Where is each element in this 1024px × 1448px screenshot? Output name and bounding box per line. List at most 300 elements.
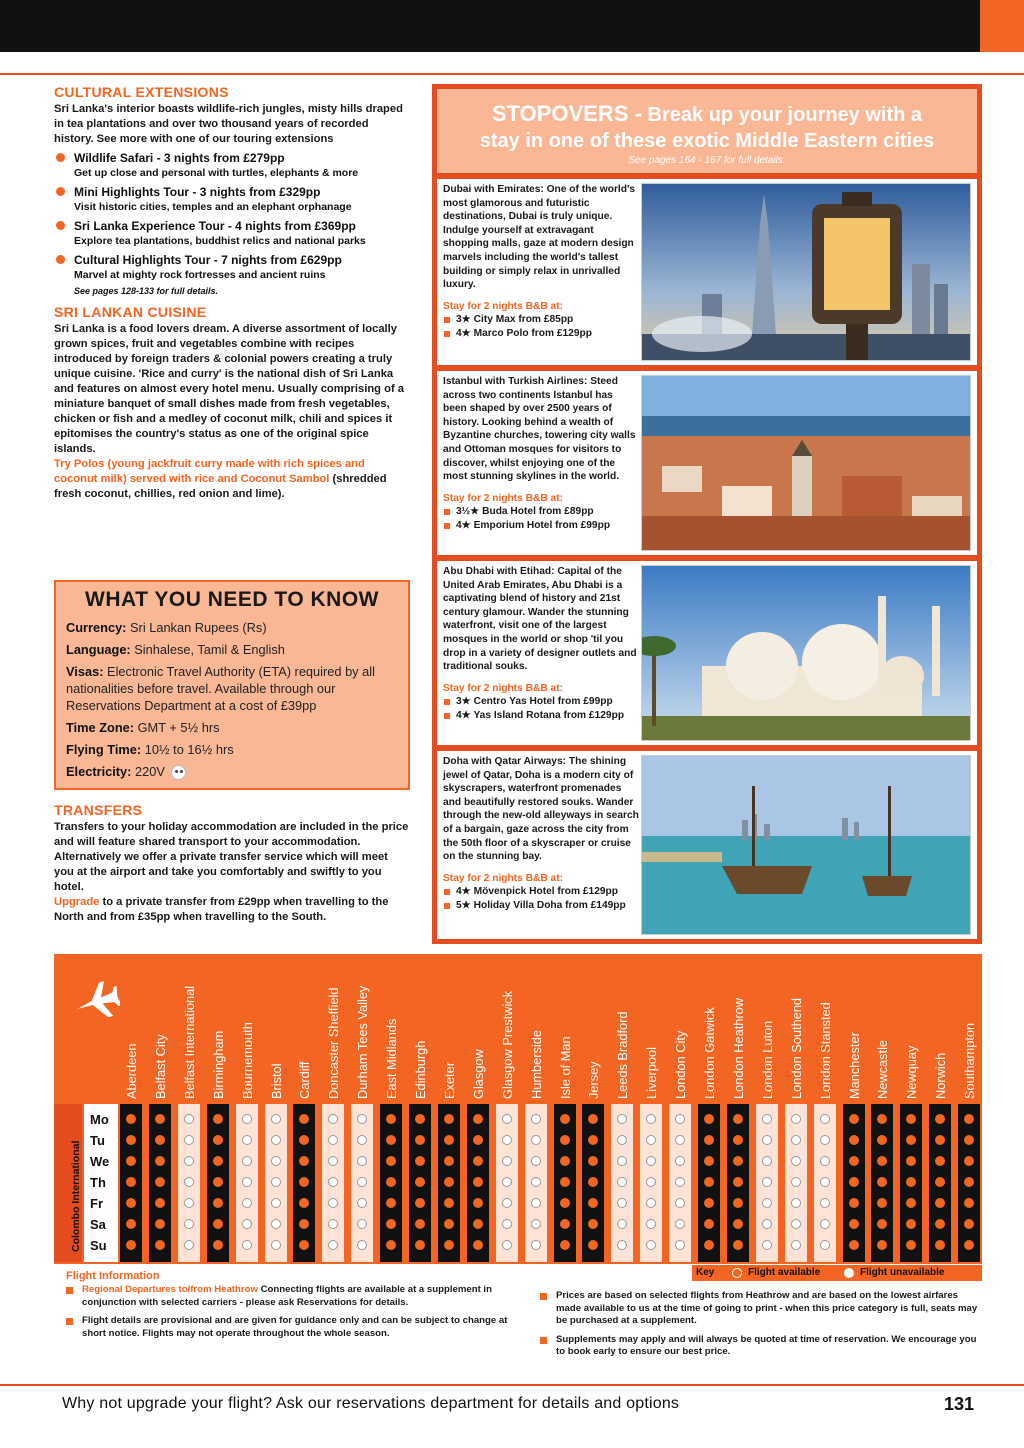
electricity-row	[66, 763, 398, 780]
cuisine-heading: SRI LANKAN CUISINE	[54, 304, 207, 320]
stay-label: Stay for 2 nights B&B at:	[443, 682, 563, 694]
flight-available-dot	[849, 1156, 859, 1166]
stopover-card-istanbul	[436, 370, 978, 556]
hotel-item: 3★ City Max from £85pp	[443, 313, 639, 327]
city-column	[871, 1104, 893, 1262]
flight-available-dot	[386, 1198, 396, 1208]
key-label: Key	[696, 1267, 715, 1278]
stopover-text	[443, 755, 639, 913]
flying-value: 10½ to 16½ hrs	[144, 742, 234, 757]
flight-available-dot	[126, 1198, 136, 1208]
flight-available-dot	[560, 1177, 570, 1187]
flight-available-dot	[444, 1198, 454, 1208]
flight-available-dot	[299, 1198, 309, 1208]
flight-unavailable-dot	[646, 1198, 656, 1208]
flight-available-dot	[444, 1135, 454, 1145]
visas-row	[66, 663, 398, 714]
flight-unavailable-dot	[184, 1135, 194, 1145]
stopovers-title-a: STOPOVERS -	[491, 101, 642, 126]
flight-unavailable-dot	[762, 1135, 772, 1145]
flight-unavailable-dot	[184, 1156, 194, 1166]
stopover-desc: Steed across two continents Istanbul has been shaped by over 2500 years of history. Looking behind a wealth of Byzantine churches, towering city walls and Ottoman mosques for visitors to discover, whilst enjoying one of the most stunning skylines in the world.	[443, 376, 636, 483]
flight-available-dot	[560, 1198, 570, 1208]
flight-unavailable-dot	[328, 1177, 338, 1187]
flight-unavailable-dot	[617, 1156, 627, 1166]
flight-unavailable-dot	[328, 1135, 338, 1145]
city-label: Norwich	[933, 1052, 949, 1099]
flight-unavailable-dot	[617, 1177, 627, 1187]
flight-available-dot	[213, 1177, 223, 1187]
flight-available-dot	[299, 1240, 309, 1250]
day-label: Sa	[90, 1217, 106, 1232]
flight-available-dot	[935, 1135, 945, 1145]
city-column	[958, 1104, 980, 1262]
stopover-card-dubai	[436, 178, 978, 366]
flight-unavailable-dot	[357, 1177, 367, 1187]
flight-available-dot	[704, 1240, 714, 1250]
transfers-heading: TRANSFERS	[54, 802, 143, 818]
flight-unavailable-dot	[242, 1135, 252, 1145]
flight-unavailable-dot	[531, 1135, 541, 1145]
flight-unavailable-dot	[357, 1114, 367, 1124]
currency-value: Sri Lankan Rupees (Rs)	[130, 620, 267, 635]
stopover-text	[443, 565, 639, 723]
city-column	[120, 1104, 142, 1262]
flight-unavailable-dot	[502, 1177, 512, 1187]
flight-unavailable-dot	[271, 1177, 281, 1187]
footer-text: Why not upgrade your flight? Ask our reservations department for details and options	[62, 1395, 680, 1412]
top-divider	[0, 73, 1024, 75]
flight-unavailable-dot	[531, 1219, 541, 1229]
flight-available-dot	[126, 1219, 136, 1229]
wyntk-heading: WHAT YOU NEED TO KNOW	[85, 588, 379, 611]
visas-label: Visas:	[66, 664, 104, 679]
flight-available-dot	[126, 1240, 136, 1250]
flight-available-dot	[473, 1177, 483, 1187]
flight-available-dot	[213, 1240, 223, 1250]
city-column	[756, 1104, 778, 1262]
hotel-item: 4★ Emporium Hotel from £99pp	[443, 519, 639, 533]
city-label: Manchester	[846, 1032, 862, 1099]
stopover-card-doha	[436, 750, 978, 940]
flight-unavailable-dot	[675, 1135, 685, 1145]
day-label: Fr	[90, 1196, 103, 1211]
flight-available-dot	[704, 1156, 714, 1166]
flight-available-dot	[877, 1240, 887, 1250]
flight-available-dot	[155, 1198, 165, 1208]
cultural-extensions-intro: Sri Lanka's interior boasts wildlife-rich jungles, misty hills draped in tea plantations and over two thousand years of recorded history. See more with one of our touring extensions	[54, 103, 403, 145]
city-column	[322, 1104, 344, 1262]
city-column	[467, 1104, 489, 1262]
city-label: Leeds Bradford	[615, 1011, 631, 1099]
city-column	[582, 1104, 604, 1262]
flight-unavailable-dot	[271, 1156, 281, 1166]
extension-desc: Marvel at mighty rock fortresses and ancient ruins	[74, 269, 326, 281]
city-label: East Midlands	[384, 1018, 400, 1099]
flight-available-dot	[964, 1219, 974, 1229]
city-column	[900, 1104, 922, 1262]
city-label: Humberside	[528, 1030, 544, 1099]
flight-unavailable-dot	[675, 1156, 685, 1166]
day-label: Mo	[90, 1112, 109, 1127]
flight-unavailable-dot	[617, 1240, 627, 1250]
flight-unavailable-dot	[502, 1219, 512, 1229]
stopover-desc: The shining jewel of Qatar, Doha is a modern city of skyscrapers, waterfront promenades and beautifully restored souks. Wander through the new-old alleyways in search of a bargain, gaze across the city from the 50th floor of a skyscraper or cruise on the stunning bay.	[443, 756, 639, 863]
key-available: Flight available	[748, 1267, 821, 1278]
plug-socket-icon	[171, 765, 186, 780]
mosque-image	[642, 566, 971, 741]
stopover-name: Doha with Qatar Airways:	[443, 756, 567, 767]
flight-unavailable-dot	[762, 1177, 772, 1187]
city-column	[727, 1104, 749, 1262]
flight-available-dot	[560, 1135, 570, 1145]
flight-unavailable-dot	[531, 1156, 541, 1166]
flight-available-dot	[155, 1219, 165, 1229]
day-label: Th	[90, 1175, 106, 1190]
flight-unavailable-dot	[617, 1114, 627, 1124]
flight-unavailable-dot	[357, 1240, 367, 1250]
city-column	[843, 1104, 865, 1262]
city-column	[785, 1104, 807, 1262]
flight-available-dot	[560, 1219, 570, 1229]
page-number: 131	[944, 1394, 975, 1414]
flight-available-dot	[415, 1114, 425, 1124]
city-column	[351, 1104, 373, 1262]
flight-available-dot	[415, 1240, 425, 1250]
flight-unavailable-dot	[271, 1219, 281, 1229]
flight-unavailable-dot	[791, 1219, 801, 1229]
stopovers-title-b: Break up your journey with a	[647, 104, 923, 126]
flight-available-dot	[906, 1156, 916, 1166]
cuisine-highlight: Try Polos (young jackfruit curry made with rich spices and coconut milk) served with rice and Coconut Sambol	[54, 458, 365, 485]
upgrade-label: Upgrade	[54, 896, 100, 908]
transfers-text: Transfers to your holiday accommodation are included in the price and will feature shared transport to your accommodation. Alternatively we offer a private transfer service which will meet you at the airport and take you comfortably and swiftly to you hotel.	[54, 821, 409, 893]
flight-available-dot	[935, 1240, 945, 1250]
city-label: Jersey	[586, 1061, 602, 1099]
flying-label: Flying Time:	[66, 742, 142, 757]
electricity-label: Electricity:	[66, 764, 132, 779]
flight-available-dot	[733, 1240, 743, 1250]
flight-unavailable-dot	[242, 1219, 252, 1229]
dubai-skyline-image	[642, 184, 971, 361]
flight-available-dot	[213, 1114, 223, 1124]
day-label: Su	[90, 1238, 107, 1253]
city-column	[496, 1104, 518, 1262]
flight-available-dot	[588, 1156, 598, 1166]
currency-row	[66, 619, 398, 636]
stay-label: Stay for 2 nights B&B at:	[443, 872, 563, 884]
flight-available-dot	[704, 1177, 714, 1187]
what-you-need-to-know-box	[54, 580, 410, 790]
flight-available-dot	[849, 1177, 859, 1187]
flight-unavailable-dot	[646, 1135, 656, 1145]
flight-available-dot	[213, 1156, 223, 1166]
info-lead: Regional Departures to/from Heathrow	[82, 1284, 258, 1295]
flight-available-dot	[386, 1114, 396, 1124]
flight-unavailable-dot	[791, 1156, 801, 1166]
flight-available-dot	[126, 1177, 136, 1187]
unavailable-dot-icon	[844, 1268, 854, 1278]
flight-unavailable-dot	[184, 1198, 194, 1208]
flight-available-dot	[877, 1198, 887, 1208]
flight-available-dot	[906, 1114, 916, 1124]
city-column	[236, 1104, 258, 1262]
upgrade-text: to a private transfer from £29pp when travelling to the North and from £35pp when travelling to the South.	[54, 896, 389, 923]
city-label: Belfast International	[181, 985, 197, 1099]
flight-available-dot	[877, 1114, 887, 1124]
cuisine-after: (shredded fresh coconut, chillies, red onion and lime).	[54, 473, 387, 500]
flight-available-dot	[299, 1219, 309, 1229]
flight-unavailable-dot	[675, 1114, 685, 1124]
cuisine-tip	[54, 457, 410, 502]
city-label: Belfast City	[152, 1034, 168, 1099]
flight-available-dot	[964, 1198, 974, 1208]
flight-available-dot	[733, 1219, 743, 1229]
flight-available-dot	[733, 1177, 743, 1187]
extension-desc: Explore tea plantations, buddhist relics and national parks	[74, 235, 366, 247]
flight-unavailable-dot	[184, 1219, 194, 1229]
cuisine-text: Sri Lanka is a food lovers dream. A diverse assortment of locally grown spices, fruit and vegetables combine with recipes introduced by foreign traders & colonial powers creating a truly unique cuisine. 'Rice and curry' is the national dish of Sri Lanka and features on almost every hotel menu. Usually comprising of a miniature banquet of small dishes made from fresh vegetables, chicken or fish and a medley of coconut milk, chili and spices it epitomises the country's status as one of the original spice islands.	[54, 323, 405, 455]
flight-unavailable-dot	[184, 1114, 194, 1124]
flight-unavailable-dot	[675, 1240, 685, 1250]
flight-unavailable-dot	[675, 1198, 685, 1208]
flights-table	[54, 954, 982, 1264]
stopover-desc: One of the world's most glamorous and futuristic destinations, Dubai is truly unique. Indulge yourself at extravagant shopping malls, gaze at modern design marvels including the world's tallest building or simply relax in unrivalled luxury.	[443, 184, 636, 291]
flight-available-dot	[906, 1219, 916, 1229]
city-label: Bristol	[268, 1063, 284, 1099]
city-label: London Gatwick	[702, 1007, 717, 1099]
timezone-row	[66, 719, 398, 736]
key-bar	[692, 1265, 982, 1281]
flight-available-dot	[415, 1135, 425, 1145]
city-column	[293, 1104, 315, 1262]
flight-available-dot	[126, 1114, 136, 1124]
flight-available-dot	[299, 1135, 309, 1145]
flight-unavailable-dot	[328, 1240, 338, 1250]
day-label: Tu	[90, 1133, 105, 1148]
flight-unavailable-dot	[791, 1240, 801, 1250]
hotel-item: 5★ Holiday Villa Doha from £149pp	[443, 899, 639, 913]
electricity-value: 220V	[135, 764, 165, 779]
flight-available-dot	[473, 1198, 483, 1208]
flight-unavailable-dot	[357, 1219, 367, 1229]
flight-info-item: Prices are based on selected flights from Heathrow and are based on the lowest airfares made available to us at the time of going to print - when this price category is full, seats may be purchased at a supplement.	[540, 1290, 980, 1328]
flight-unavailable-dot	[646, 1156, 656, 1166]
flight-available-dot	[935, 1219, 945, 1229]
language-label: Language:	[66, 642, 131, 657]
flight-available-dot	[126, 1156, 136, 1166]
flight-unavailable-dot	[242, 1114, 252, 1124]
istanbul-photo	[641, 375, 971, 551]
flight-unavailable-dot	[646, 1177, 656, 1187]
cultural-extensions-heading: CULTURAL EXTENSIONS	[54, 84, 229, 100]
stopover-name: Istanbul with Turkish Airlines:	[443, 376, 588, 387]
flight-available-dot	[473, 1135, 483, 1145]
flight-unavailable-dot	[184, 1177, 194, 1187]
extensions-note: See pages 128-133 for full details.	[74, 286, 219, 296]
flight-unavailable-dot	[271, 1135, 281, 1145]
city-label: Newcastle	[875, 1039, 891, 1099]
side-label-box	[54, 1104, 82, 1262]
top-bar-tab	[980, 0, 1024, 52]
stopover-text	[443, 375, 639, 533]
flight-available-dot	[906, 1177, 916, 1187]
language-row	[66, 641, 398, 658]
flight-unavailable-dot	[531, 1177, 541, 1187]
flight-available-dot	[386, 1156, 396, 1166]
bullet-icon	[56, 255, 65, 264]
city-column	[207, 1104, 229, 1262]
flight-available-dot	[704, 1114, 714, 1124]
flight-available-dot	[906, 1198, 916, 1208]
transfers-upgrade	[54, 895, 410, 925]
extension-list	[54, 150, 410, 282]
abu-dhabi-photo	[641, 565, 971, 741]
flight-unavailable-dot	[791, 1177, 801, 1187]
stopovers-header	[436, 88, 978, 174]
key-unavailable: Flight unavailable	[860, 1267, 945, 1278]
flight-available-dot	[415, 1219, 425, 1229]
timezone-label: Time Zone:	[66, 720, 135, 735]
flight-available-dot	[733, 1156, 743, 1166]
flight-available-dot	[877, 1177, 887, 1187]
city-label: Cardiff	[297, 1061, 313, 1099]
city-column	[525, 1104, 547, 1262]
flight-available-dot	[155, 1135, 165, 1145]
flight-unavailable-dot	[762, 1156, 772, 1166]
city-column	[669, 1104, 691, 1262]
visas-value: Electronic Travel Authority (ETA) required by all nationalities before travel. Available through our Reservations Department at a cost of £39pp	[66, 664, 375, 713]
flight-available-dot	[473, 1156, 483, 1166]
doha-bay-image	[642, 756, 971, 935]
transfers-section	[54, 802, 410, 925]
timezone-value: GMT + 5½ hrs	[137, 720, 220, 735]
city-label: Glasgow Prestwick	[499, 990, 515, 1099]
flight-available-dot	[588, 1114, 598, 1124]
flight-available-dot	[473, 1240, 483, 1250]
flight-available-dot	[704, 1135, 714, 1145]
flight-available-dot	[473, 1219, 483, 1229]
stopovers-panel	[432, 84, 982, 944]
city-label: London Southend	[788, 997, 804, 1099]
flight-info-heading: Flight Information	[66, 1270, 160, 1282]
flight-info	[66, 1270, 516, 1346]
flight-unavailable-dot	[328, 1198, 338, 1208]
flight-unavailable-dot	[328, 1114, 338, 1124]
city-column	[149, 1104, 171, 1262]
stopover-name: Abu Dhabi with Etihad:	[443, 566, 555, 577]
stay-label: Stay for 2 nights B&B at:	[443, 492, 563, 504]
stopover-card-abu-dhabi	[436, 560, 978, 746]
flight-unavailable-dot	[357, 1135, 367, 1145]
flight-unavailable-dot	[242, 1156, 252, 1166]
flight-unavailable-dot	[617, 1198, 627, 1208]
city-column	[929, 1104, 951, 1262]
city-column	[698, 1104, 720, 1262]
flight-available-dot	[444, 1219, 454, 1229]
flight-unavailable-dot	[242, 1240, 252, 1250]
hotel-item: 4★ Yas Island Rotana from £129pp	[443, 709, 639, 723]
flight-available-dot	[560, 1156, 570, 1166]
city-column	[611, 1104, 633, 1262]
flight-unavailable-dot	[617, 1135, 627, 1145]
list-item	[54, 150, 410, 180]
top-bar	[0, 0, 980, 52]
flight-available-dot	[444, 1114, 454, 1124]
stopovers-title-c: stay in one of these exotic Middle Eastern cities	[479, 130, 935, 152]
hotel-item: 3★ Centro Yas Hotel from £99pp	[443, 695, 639, 709]
extension-title: Mini Highlights Tour - 3 nights from £329pp	[74, 185, 321, 199]
available-dot-icon	[732, 1268, 742, 1278]
flight-available-dot	[444, 1240, 454, 1250]
flight-unavailable-dot	[646, 1240, 656, 1250]
flight-unavailable-dot	[820, 1135, 830, 1145]
flight-unavailable-dot	[675, 1177, 685, 1187]
flight-available-dot	[906, 1135, 916, 1145]
flight-available-dot	[849, 1219, 859, 1229]
flight-available-dot	[877, 1219, 887, 1229]
flight-available-dot	[964, 1240, 974, 1250]
flight-available-dot	[560, 1240, 570, 1250]
flight-available-dot	[415, 1198, 425, 1208]
bullet-icon	[56, 221, 65, 230]
day-label: We	[90, 1154, 110, 1169]
flight-info-item	[66, 1284, 516, 1309]
flight-unavailable-dot	[184, 1240, 194, 1250]
stopover-text	[443, 183, 639, 341]
city-label: Edinburgh	[413, 1040, 428, 1099]
flight-available-dot	[444, 1156, 454, 1166]
extension-desc: Visit historic cities, temples and an elephant orphanage	[74, 201, 352, 213]
bullet-icon	[56, 187, 65, 196]
flight-info-item: Flight details are provisional and are given for guidance only and can be subject to change at short notice. Flights may not operate throughout the whole season.	[66, 1315, 516, 1340]
flight-available-dot	[213, 1198, 223, 1208]
flight-unavailable-dot	[820, 1114, 830, 1124]
doha-photo	[641, 755, 971, 935]
flight-available-dot	[386, 1135, 396, 1145]
flight-unavailable-dot	[791, 1114, 801, 1124]
stopovers-title	[437, 101, 977, 128]
city-label: Exeter	[441, 1062, 457, 1099]
extension-title: Cultural Highlights Tour - 7 nights from £629pp	[74, 253, 342, 267]
flight-unavailable-dot	[617, 1219, 627, 1229]
flight-unavailable-dot	[357, 1156, 367, 1166]
flight-available-dot	[849, 1240, 859, 1250]
hotel-item: 4★ Marco Polo from £129pp	[443, 327, 639, 341]
flight-available-dot	[849, 1135, 859, 1145]
flight-unavailable-dot	[675, 1219, 685, 1229]
city-column	[640, 1104, 662, 1262]
flight-available-dot	[213, 1219, 223, 1229]
flight-available-dot	[126, 1135, 136, 1145]
flight-available-dot	[588, 1177, 598, 1187]
flight-available-dot	[935, 1177, 945, 1187]
flight-available-dot	[444, 1177, 454, 1187]
flight-unavailable-dot	[271, 1198, 281, 1208]
city-column	[438, 1104, 460, 1262]
flight-unavailable-dot	[502, 1240, 512, 1250]
flight-unavailable-dot	[646, 1114, 656, 1124]
city-label: Newquay	[904, 1045, 920, 1099]
city-label: Aberdeen	[124, 1043, 139, 1099]
flight-available-dot	[588, 1198, 598, 1208]
city-column	[265, 1104, 287, 1262]
info-text: Connecting flights are available at a supplement in conjunction with selected carriers - please ask Reservations for details.	[82, 1284, 492, 1308]
flight-available-dot	[935, 1114, 945, 1124]
flight-available-dot	[155, 1156, 165, 1166]
dubai-photo	[641, 183, 971, 361]
city-column	[554, 1104, 576, 1262]
